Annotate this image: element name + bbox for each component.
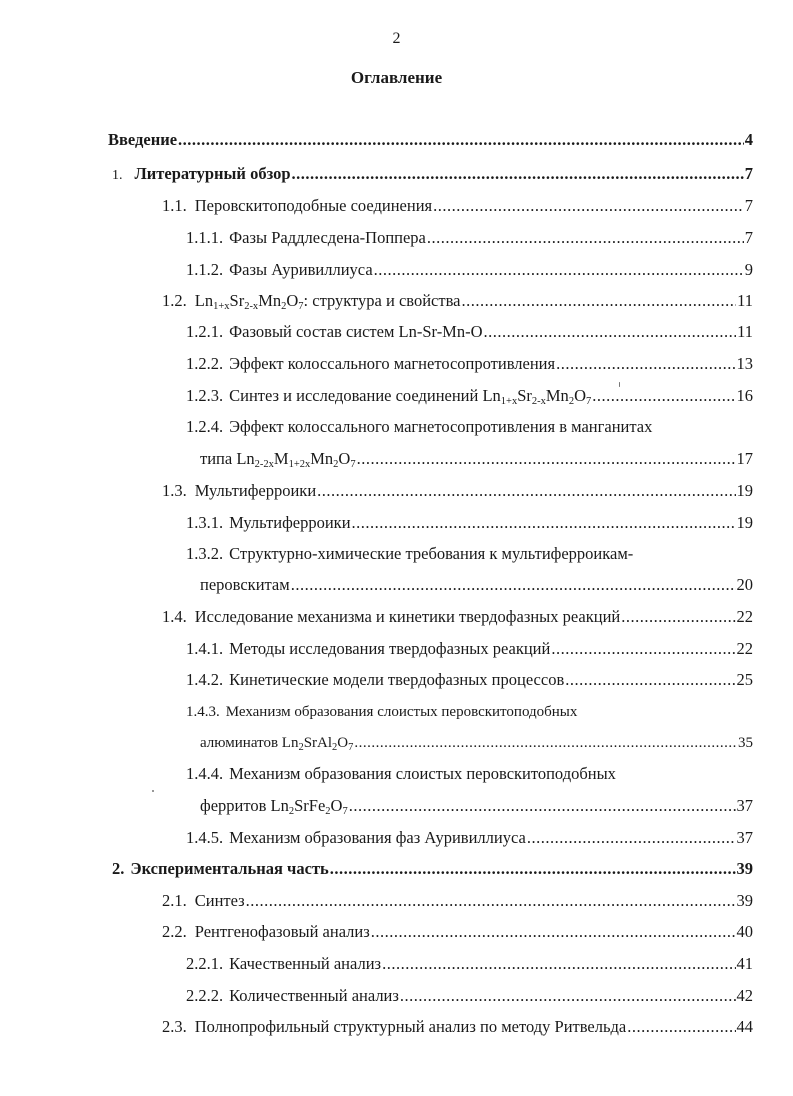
leader-dots xyxy=(551,637,735,661)
toc-entry-2-2-2[interactable] xyxy=(186,984,753,1008)
toc-entry-number: 1.2.4. xyxy=(186,417,224,436)
toc-entry-number: 2.2.2. xyxy=(186,986,224,1005)
toc-entry-title-continuation: алюминатов $Ln_2SrAl_2O_7$ xyxy=(200,735,354,753)
leader-dots xyxy=(621,605,735,629)
toc-entry-number: 1.2.1. xyxy=(186,322,224,341)
toc-entry-title: Полнопрофильный структурный анализ по методу Ритвельда xyxy=(194,1017,627,1036)
leader-dots xyxy=(292,162,744,186)
toc-entry-2-3[interactable] xyxy=(162,1015,753,1039)
toc-entry-title: Кинетические модели твердофазных процессов xyxy=(229,670,565,689)
toc-entry-2-2-1[interactable] xyxy=(186,952,753,976)
leader-dots xyxy=(565,668,735,692)
toc-entry-page: 41 xyxy=(736,954,753,973)
toc-entry-title: Рентгенофазовый анализ xyxy=(194,922,370,941)
toc-entry-1-4-5[interactable] xyxy=(186,826,753,850)
toc-entry-page: 9 xyxy=(744,260,753,279)
toc-entry-title: Перовскитоподобные соединения xyxy=(194,196,433,215)
toc-entry-1-4-4-continuation[interactable] xyxy=(200,794,753,818)
toc-entry-1-3[interactable] xyxy=(162,479,753,503)
toc-entry-2[interactable] xyxy=(112,857,753,881)
toc-entry-number: 1.1.2. xyxy=(186,260,224,279)
leader-dots xyxy=(330,857,736,881)
toc-entry-number: 2.2. xyxy=(162,922,187,941)
toc-entry-title: $Ln_{1+x}Sr_{2-x}Mn_2O_7$: структура и свойства xyxy=(194,291,461,312)
toc-entry-title-continuation: типа $Ln_{2-2x}M_{1+2x}Mn_2O_7$ xyxy=(200,449,356,470)
toc-entry-1-4-3-continuation[interactable] xyxy=(200,731,753,755)
leader-dots xyxy=(556,352,735,376)
leader-dots xyxy=(627,1015,735,1039)
toc-entry-number: 2.1. xyxy=(162,891,187,910)
toc-entry-1-4-4[interactable] xyxy=(186,762,753,786)
toc-entry-title-continuation: ферритов $Ln_2SrFe_2O_7$ xyxy=(200,796,348,817)
toc-entry-1-2-2[interactable] xyxy=(186,352,753,376)
toc-entry-number: 1.4.1. xyxy=(186,639,224,658)
toc-entry-title: Механизм образования фаз Ауривиллиуса xyxy=(229,828,526,847)
toc-entry-1-2-1[interactable] xyxy=(186,320,753,344)
page-number: 2 xyxy=(392,30,401,47)
toc-entry-title-continuation: перовскитам xyxy=(200,575,290,594)
toc-entry-title: Синтез и исследование соединений $Ln_{1+x}Sr_{2-x}Mn_2O_7$ xyxy=(229,386,592,407)
toc-entry-page: 39 xyxy=(736,891,753,910)
toc-entry-page: 17 xyxy=(736,449,753,468)
toc-entry-page: 16 xyxy=(736,386,753,405)
toc-entry-page: 11 xyxy=(737,322,753,341)
leader-dots xyxy=(352,511,736,535)
toc-entry-page: 19 xyxy=(736,481,753,500)
toc-entry-title: Количественный анализ xyxy=(229,986,399,1005)
leader-dots xyxy=(400,984,736,1008)
toc-entry-page: 7 xyxy=(744,196,753,215)
scan-speck xyxy=(619,382,620,387)
leader-dots xyxy=(382,952,735,976)
toc-entry-number: 2. xyxy=(112,859,125,878)
toc-entry-2-2[interactable] xyxy=(162,920,753,944)
toc-entry-number: 2.3. xyxy=(162,1017,187,1036)
toc-entry-number: 2.2.1. xyxy=(186,954,224,973)
toc-entry-page: 20 xyxy=(736,575,753,594)
toc-entry-1-2-4-continuation[interactable] xyxy=(200,447,753,471)
toc-entry-page: 22 xyxy=(736,607,753,626)
toc-entry-number: 1.2. xyxy=(162,291,187,310)
toc-entry-number: 1.4. xyxy=(162,607,187,626)
leader-dots xyxy=(246,889,736,913)
toc-entry-title: Фазовый состав систем Ln-Sr-Mn-O xyxy=(229,322,483,341)
toc-entry-1-3-2-continuation[interactable] xyxy=(200,573,753,597)
toc-entry-page: 4 xyxy=(744,130,753,149)
toc-entry-number: 1. xyxy=(112,168,123,183)
toc-entry-page: 7 xyxy=(744,164,753,183)
toc-entry-title: Структурно-химические требования к мультиферроикам- xyxy=(229,544,634,563)
leader-dots xyxy=(357,447,736,471)
toc-entry-1-3-1[interactable] xyxy=(186,511,753,535)
toc-entry-page: 19 xyxy=(736,513,753,532)
toc-entry-page: 37 xyxy=(736,796,753,815)
toc-entry-title: Исследование механизма и кинетики твердофазных реакций xyxy=(194,607,621,626)
toc-entry-page: 22 xyxy=(736,639,753,658)
toc-entry-title: Механизм образования слоистых перовскитоподобных xyxy=(229,764,616,783)
page-title: Оглавление xyxy=(350,68,443,87)
toc-entry-title: Эффект колоссального магнетосопротивления xyxy=(229,354,556,373)
leader-dots xyxy=(349,794,736,818)
toc-entry-title: Мультиферроики xyxy=(229,513,351,532)
toc-entry-number: 1.4.4. xyxy=(186,764,224,783)
toc-entry-number: 1.4.2. xyxy=(186,670,224,689)
toc-entry-number: 1.3.1. xyxy=(186,513,224,532)
toc-entry-1-1[interactable] xyxy=(162,194,753,218)
leader-dots xyxy=(527,826,736,850)
toc-entry-title: Экспериментальная часть xyxy=(130,859,329,878)
toc-entry-1-2-4[interactable] xyxy=(186,415,753,439)
toc-entry-page: 35 xyxy=(738,735,753,751)
toc-entry-page: 25 xyxy=(736,670,753,689)
toc-entry-page: 13 xyxy=(736,354,753,373)
toc-entry-title: Синтез xyxy=(194,891,245,910)
toc-entry-page: 7 xyxy=(744,228,753,247)
toc-entry-1-2[interactable] xyxy=(162,289,753,313)
toc-entry-title: Литературный обзор xyxy=(134,164,291,183)
toc-entry-2-1[interactable] xyxy=(162,889,753,913)
toc-entry-number: 1.4.5. xyxy=(186,828,224,847)
toc-entry-1-1-1[interactable] xyxy=(186,226,753,250)
leader-dots xyxy=(427,226,744,250)
toc-entry-1-2-3[interactable] xyxy=(186,384,753,408)
toc-entry-1-4-2[interactable] xyxy=(186,668,753,692)
toc-entry-title: Механизм образования слоистых перовскитоподобных xyxy=(225,704,578,720)
toc-entry-page: 37 xyxy=(736,828,753,847)
leader-dots xyxy=(178,128,744,152)
toc-entry-page: 39 xyxy=(736,859,753,878)
toc-entry-page: 44 xyxy=(736,1017,753,1036)
toc-entry-1-4-3[interactable] xyxy=(186,700,753,724)
toc-entry-title: Фазы Раддлесдена-Поппера xyxy=(229,228,426,247)
leader-dots xyxy=(592,384,735,408)
toc-entry-page: 11 xyxy=(737,291,753,310)
toc-entry-title: Методы исследования твердофазных реакций xyxy=(229,639,551,658)
leader-dots xyxy=(354,731,737,755)
toc-entry-title: Качественный анализ xyxy=(229,954,382,973)
leader-dots xyxy=(484,320,737,344)
toc-entry-1-1-2[interactable] xyxy=(186,258,753,282)
toc-entry-title: Мультиферроики xyxy=(194,481,317,500)
toc-entry-1[interactable] xyxy=(112,162,753,186)
toc-entry-number: 1.3.2. xyxy=(186,544,224,563)
leader-dots xyxy=(433,194,744,218)
toc-entry-1-4[interactable] xyxy=(162,605,753,629)
leader-dots xyxy=(291,573,736,597)
toc-entry-number: 1.2.2. xyxy=(186,354,224,373)
toc-entry-title: Введение xyxy=(108,130,178,149)
toc-entry-1-4-1[interactable] xyxy=(186,637,753,661)
toc-entry-number: 1.2.3. xyxy=(186,386,224,405)
leader-dots xyxy=(461,289,736,313)
toc-entry-number: 1.1.1. xyxy=(186,228,224,247)
toc-entry-title: Фазы Ауривиллиуса xyxy=(229,260,373,279)
toc-entry-page: 40 xyxy=(736,922,753,941)
toc-entry-title: Эффект колоссального магнетосопротивления в манганитах xyxy=(229,417,653,436)
scan-speck xyxy=(152,790,154,792)
toc-entry-number: 1.3. xyxy=(162,481,187,500)
leader-dots xyxy=(374,258,744,282)
toc-entry-number: 1.1. xyxy=(162,196,187,215)
toc-entry-1-3-2[interactable] xyxy=(186,542,753,566)
toc-entry-page: 42 xyxy=(736,986,753,1005)
toc-entry-number: 1.4.3. xyxy=(186,704,220,720)
leader-dots xyxy=(371,920,736,944)
toc-entry-introduction[interactable] xyxy=(108,128,753,152)
leader-dots xyxy=(317,479,735,503)
